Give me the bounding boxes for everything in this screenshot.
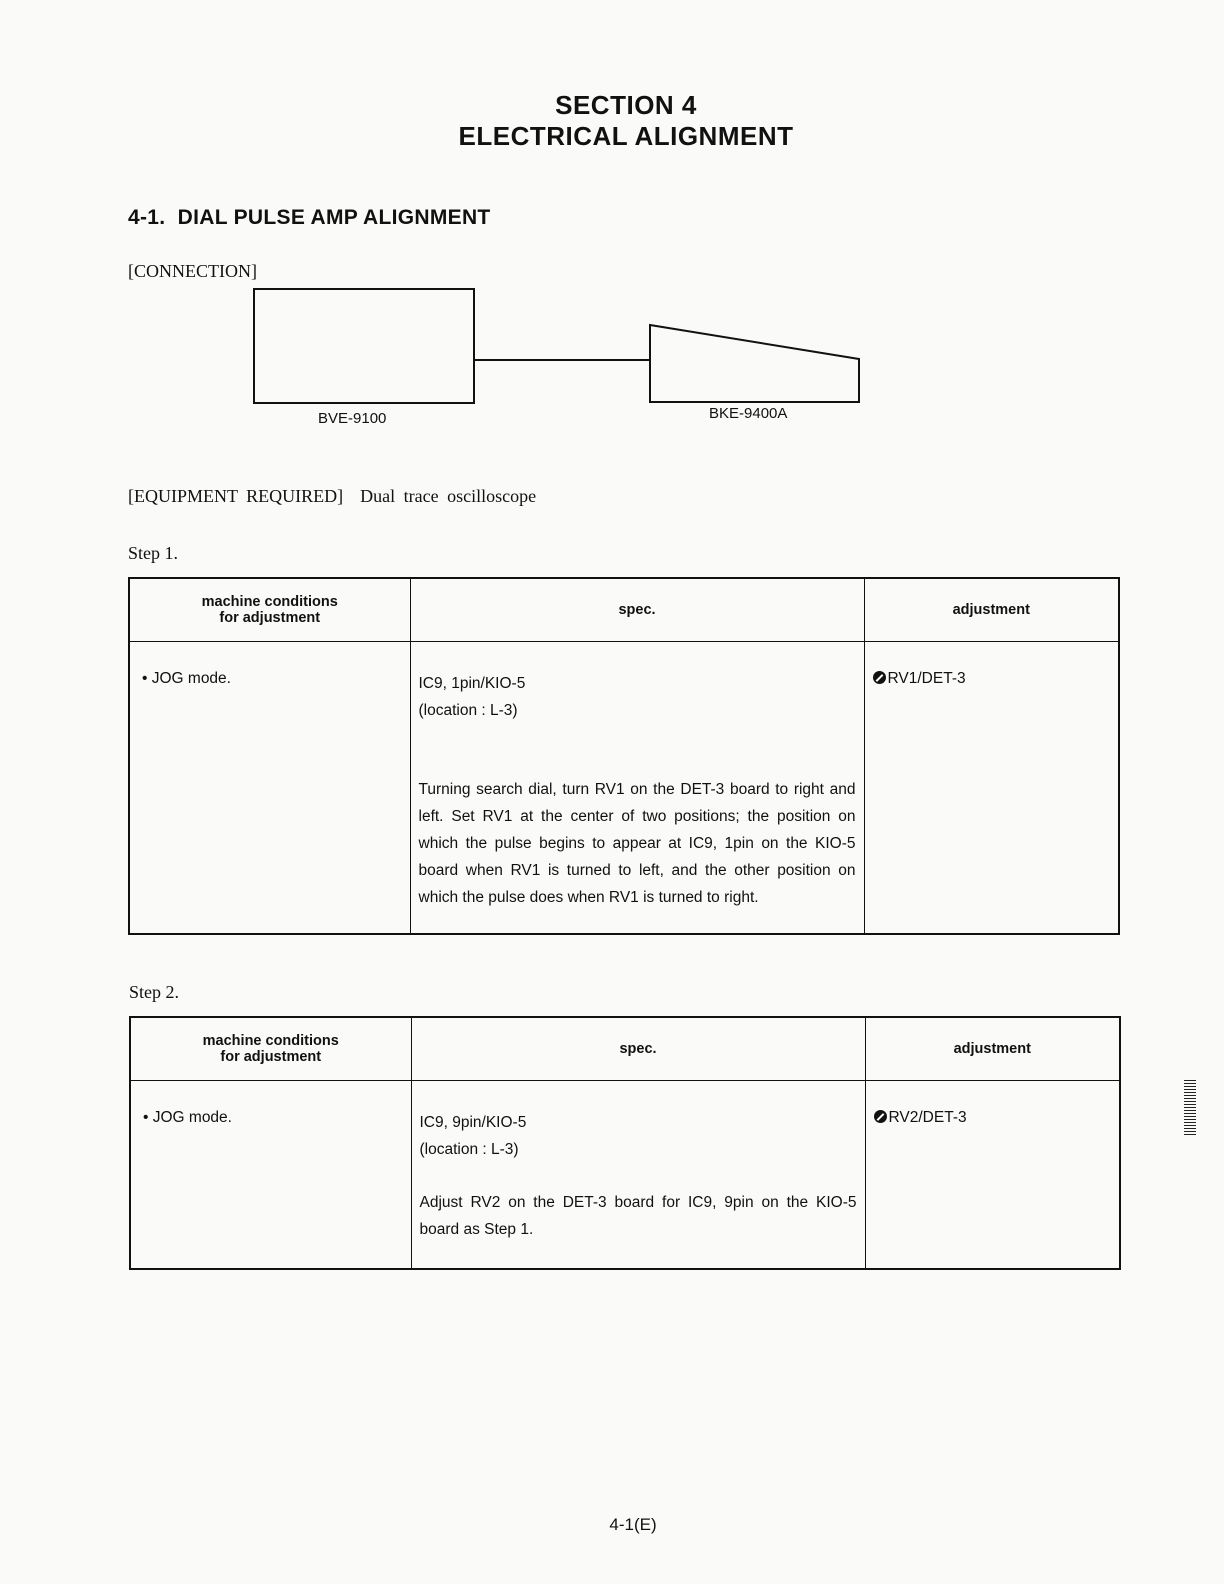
subsection-number: 4-1. xyxy=(128,206,166,229)
condition-text: • JOG mode. xyxy=(142,670,231,687)
spec-location: (location : L-3) xyxy=(418,702,518,719)
condition-text: • JOG mode. xyxy=(143,1109,232,1126)
connection-label: [CONNECTION] xyxy=(128,261,257,281)
spec-test-point: IC9, 1pin/KIO-5 xyxy=(418,675,526,692)
adjustment-point-icon xyxy=(873,671,886,684)
spec-header: spec. xyxy=(410,578,864,642)
equipment-label: [EQUIPMENT REQUIRED] xyxy=(128,486,344,506)
adjustment-cell xyxy=(865,1081,1120,1269)
spec-cell xyxy=(411,1081,865,1269)
adjustment-cell xyxy=(864,642,1119,934)
step-2-table xyxy=(129,1016,1121,1270)
adjustment-header: adjustment xyxy=(865,1017,1120,1081)
step-1-table xyxy=(128,577,1120,935)
spec-location: (location : L-3) xyxy=(419,1141,519,1158)
adjustment-text: RV2/DET-3 xyxy=(888,1109,967,1126)
spec-header: spec. xyxy=(411,1017,865,1081)
condition-cell xyxy=(130,1081,411,1269)
adjustment-text: RV1/DET-3 xyxy=(887,670,966,687)
section-heading: SECTION 4 xyxy=(555,90,697,120)
bve-9100-label: BVE-9100 xyxy=(318,410,387,427)
spec-description: Adjust RV2 on the DET-3 board for IC9, 9pin on the KIO-5 board as Step 1. xyxy=(419,1194,857,1238)
subsection-title: DIAL PULSE AMP ALIGNMENT xyxy=(177,206,491,229)
conditions-header: machine conditions for adjustment xyxy=(129,578,410,642)
table-row xyxy=(130,1081,1120,1269)
table-header-row xyxy=(130,1017,1120,1081)
spec-cell xyxy=(410,642,864,934)
bke-9400a-unit xyxy=(650,325,859,402)
table-header-row xyxy=(129,578,1119,642)
condition-cell xyxy=(129,642,410,934)
subsection-heading xyxy=(128,206,491,230)
adjustment-header: adjustment xyxy=(864,578,1119,642)
equipment-value: Dual trace oscilloscope xyxy=(360,486,537,506)
spec-test-point: IC9, 9pin/KIO-5 xyxy=(419,1114,527,1131)
page-number: 4-1(E) xyxy=(609,1515,657,1534)
table-row xyxy=(129,642,1119,934)
conditions-header: machine conditions for adjustment xyxy=(130,1017,411,1081)
margin-barcode-mark xyxy=(1184,1080,1196,1135)
page-title: ELECTRICAL ALIGNMENT xyxy=(458,121,794,151)
equipment-line xyxy=(128,486,536,507)
step-2-label: Step 2. xyxy=(129,982,180,1002)
bke-9400a-label: BKE-9400A xyxy=(709,405,788,422)
spec-description: Turning search dial, turn RV1 on the DET-3 board to right and left. Set RV1 at the center of two positions; the position on which the pulse begins to appear at IC9, 1pin on the KIO-5 board when RV1 is turned to left, and the other position on which the pulse does when RV1 is turned to right. xyxy=(418,781,856,906)
adjustment-point-icon xyxy=(874,1110,887,1123)
step-1-label: Step 1. xyxy=(128,543,179,563)
bve-9100-unit xyxy=(254,289,474,403)
